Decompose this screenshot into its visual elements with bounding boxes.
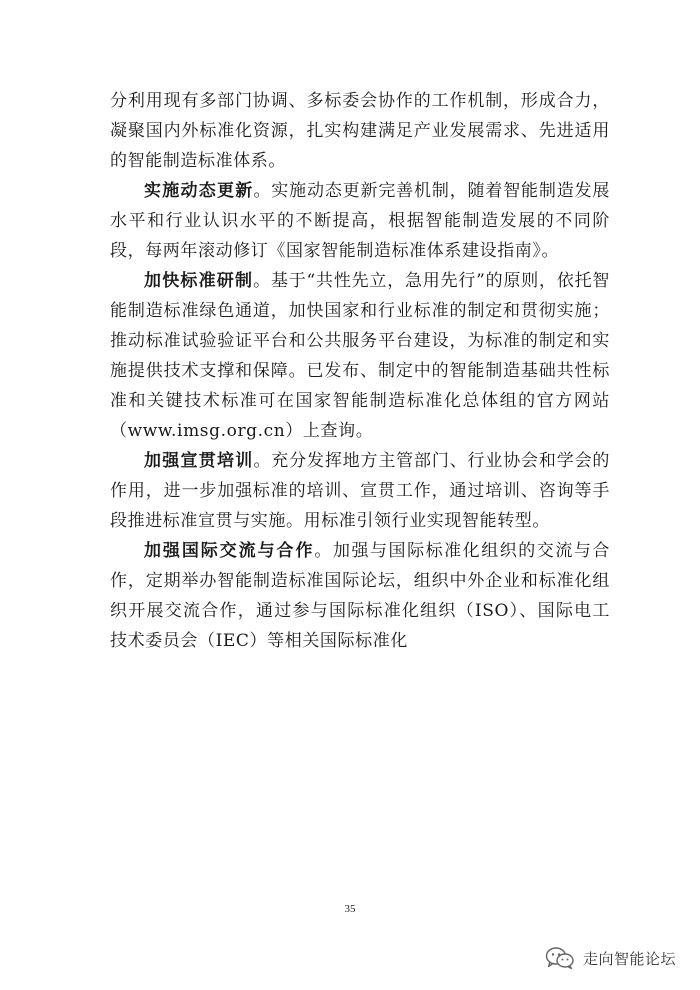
section-heading: 加快标准研制 (144, 271, 254, 291)
watermark (545, 938, 676, 978)
section-international-cooperation (110, 536, 610, 656)
section-standard-development (110, 266, 610, 446)
section-text: 。充分发挥地方主管部门、行业协会和学会的作用，进一步加强标准的培训、宣贯工作，通过培训、咨询等手段推进标准宣贯与实施。用标准引领行业实现智能转型。 (110, 451, 611, 531)
section-training (110, 446, 610, 536)
section-heading: 加强宣贯培训 (144, 451, 254, 471)
section-dynamic-update (110, 176, 610, 266)
page-number: 35 (344, 903, 356, 915)
wechat-icon (545, 946, 575, 970)
section-text: 。加强与国际标准化组织的交流与合作，定期举办智能制造标准国际论坛，组织中外企业和标准化组织开展交流合作，通过参与国际标准化组织（ISO）、国际电工技术委员会（IEC）等相关国际标准化 (110, 541, 610, 651)
section-text: 。基于“共性先立，急用先行”的原则，依托智能制造标准绿色通道，加快国家和行业标准的制定和贯彻实施；推动标准试验验证平台和公共服务平台建设，为标准的制定和实施提供技术支撑和保障。已发布、制定中的智能制造基础共性标准和关键技术标准可在国家智能制造标准化总体组的官方网站（www.imsg.org.cn）上查询。 (110, 271, 611, 441)
watermark-text: 走向智能论坛 (582, 949, 676, 968)
document-body (110, 86, 610, 656)
section-heading: 实施动态更新 (144, 181, 254, 201)
section-heading: 加强国际交流与合作 (144, 541, 315, 561)
intro-paragraph: 分利用现有多部门协调、多标委会协作的工作机制，形成合力，凝聚国内外标准化资源，扎实构建满足产业发展需求、先进适用的智能制造标准体系。 (110, 91, 610, 171)
section-text: 。实施动态更新完善机制，随着智能制造发展水平和行业认识水平的不断提高，根据智能制造发展的不同阶段，每两年滚动修订《国家智能制造标准体系建设指南》。 (110, 181, 611, 261)
